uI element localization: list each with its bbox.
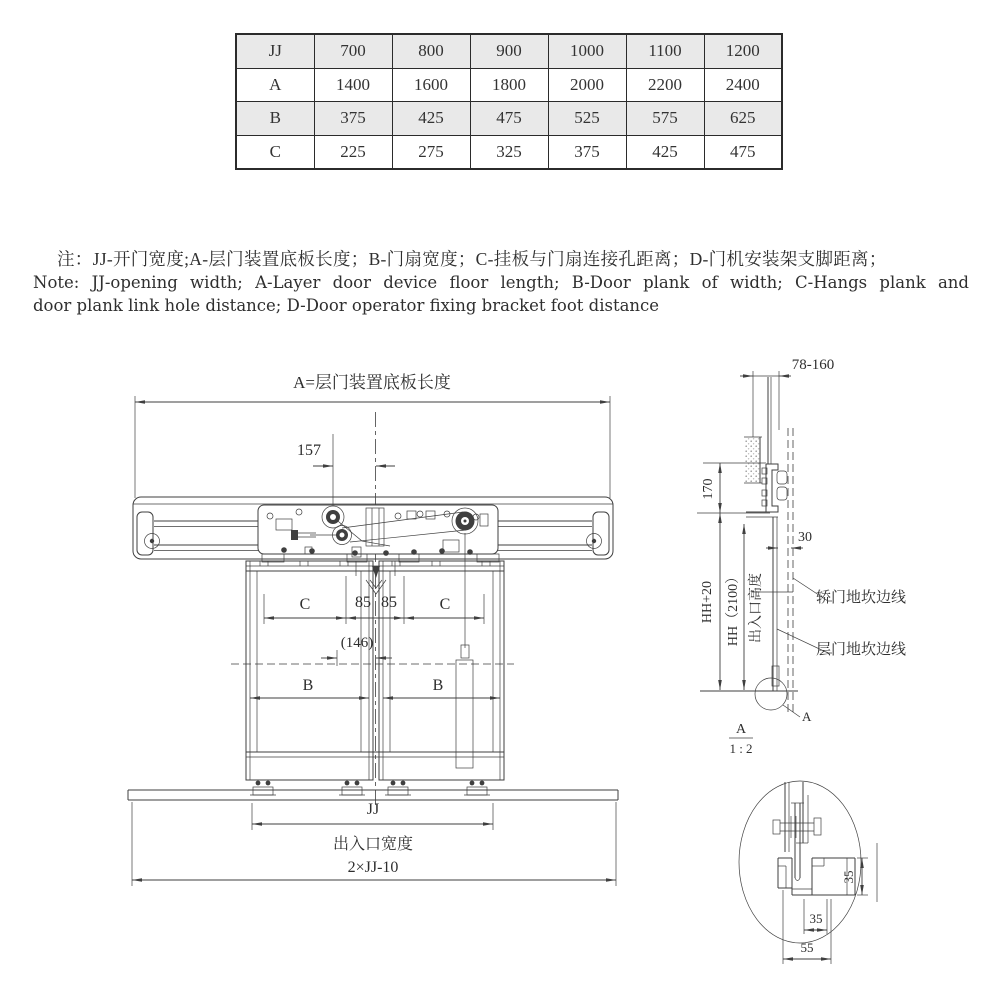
table-cell: 1400 [314, 68, 392, 102]
table-cell: 800 [392, 34, 470, 68]
dim-b-left-label: B [302, 677, 314, 694]
detail-view [739, 781, 877, 964]
table-cell: 275 [392, 135, 470, 169]
table-cell: 525 [548, 102, 626, 136]
dim-total-label: 2×JJ-10 [347, 859, 399, 876]
dim-30-label: 30 [798, 530, 812, 545]
dim-c-left-label: C [299, 596, 311, 613]
table-cell: 325 [470, 135, 548, 169]
landing-sill-edge-label: 层门地坎边线 [815, 642, 907, 658]
dim-35h-label: 35 [809, 911, 823, 926]
table-cell: 375 [314, 102, 392, 136]
table-cell: 475 [470, 102, 548, 136]
table-cell: 425 [626, 135, 704, 169]
table-cell: 225 [314, 135, 392, 169]
detail-a-ref: A [802, 709, 812, 724]
dim-hh2100-label: HH（2100） [726, 569, 741, 647]
operator-bracket-section [762, 464, 787, 512]
entrance-width-label: 出入口宽度 [332, 836, 414, 853]
dim-35v-label: 35 [841, 870, 856, 884]
note-english-line1: Note: JJ-opening width; A-Layer door device floor length; B-Door plank of width; C-Hangs plank and [33, 273, 969, 292]
guide-shoes [250, 781, 490, 795]
table-cell: 1200 [704, 34, 782, 68]
dim-b-right-label: B [432, 677, 444, 694]
landing-sill [128, 790, 618, 800]
table-cell: 2200 [626, 68, 704, 102]
detail-scale: 1 : 2 [729, 741, 753, 756]
note-chinese: 注：JJ-开门宽度;A-层门装置底板长度；B-门扇宽度；C-挂板与门扇连接孔距离；D-门机安装架支脚距离； [57, 249, 887, 269]
car-sill-edge-label: 轿门地坎边线 [815, 590, 907, 606]
table-cell: JJ [236, 34, 314, 68]
note-english-line2: door plank link hole distance; D-Door operator fixing bracket foot distance [33, 296, 660, 315]
table-cell: 625 [704, 102, 782, 136]
table-cell: 700 [314, 34, 392, 68]
dim-hh20-label: HH+20 [700, 580, 715, 624]
side-view [697, 357, 906, 756]
door-panels [231, 533, 514, 795]
table-cell: 375 [548, 135, 626, 169]
dim-55-label: 55 [800, 940, 814, 955]
door-operator-mechanism [258, 505, 499, 562]
table-cell: 2400 [704, 68, 782, 102]
table-cell: 475 [704, 135, 782, 169]
table-cell: 2000 [548, 68, 626, 102]
dim-170-label: 170 [701, 478, 716, 500]
table-cell: 1600 [392, 68, 470, 102]
front-view-title: A=层门装置底板长度 [293, 373, 451, 392]
table-cell: A [236, 68, 314, 102]
dim-146-label: (146) [340, 635, 374, 651]
dim-c-right-label: C [439, 596, 451, 613]
table-cell: 1000 [548, 34, 626, 68]
detail-a-circle [755, 678, 787, 710]
dim-157-label: 157 [297, 442, 321, 459]
door-closer-weight [456, 533, 473, 768]
dim-wall-label: 78-160 [791, 357, 835, 373]
table-cell: C [236, 135, 314, 169]
sill-bolt [773, 816, 821, 838]
table-cell: 575 [626, 102, 704, 136]
detail-name: A [735, 722, 747, 737]
front-view [128, 373, 618, 886]
dim-jj-label: JJ [366, 801, 380, 818]
entrance-height-label: 出入口高度 [749, 573, 764, 643]
wall-section [744, 437, 762, 483]
table-cell: B [236, 102, 314, 136]
table-cell: 900 [470, 34, 548, 68]
table-cell: 425 [392, 102, 470, 136]
table-cell: 1100 [626, 34, 704, 68]
dim-85-right-label: 85 [381, 594, 397, 611]
table-cell: 1800 [470, 68, 548, 102]
dim-85-left-label: 85 [355, 594, 371, 611]
